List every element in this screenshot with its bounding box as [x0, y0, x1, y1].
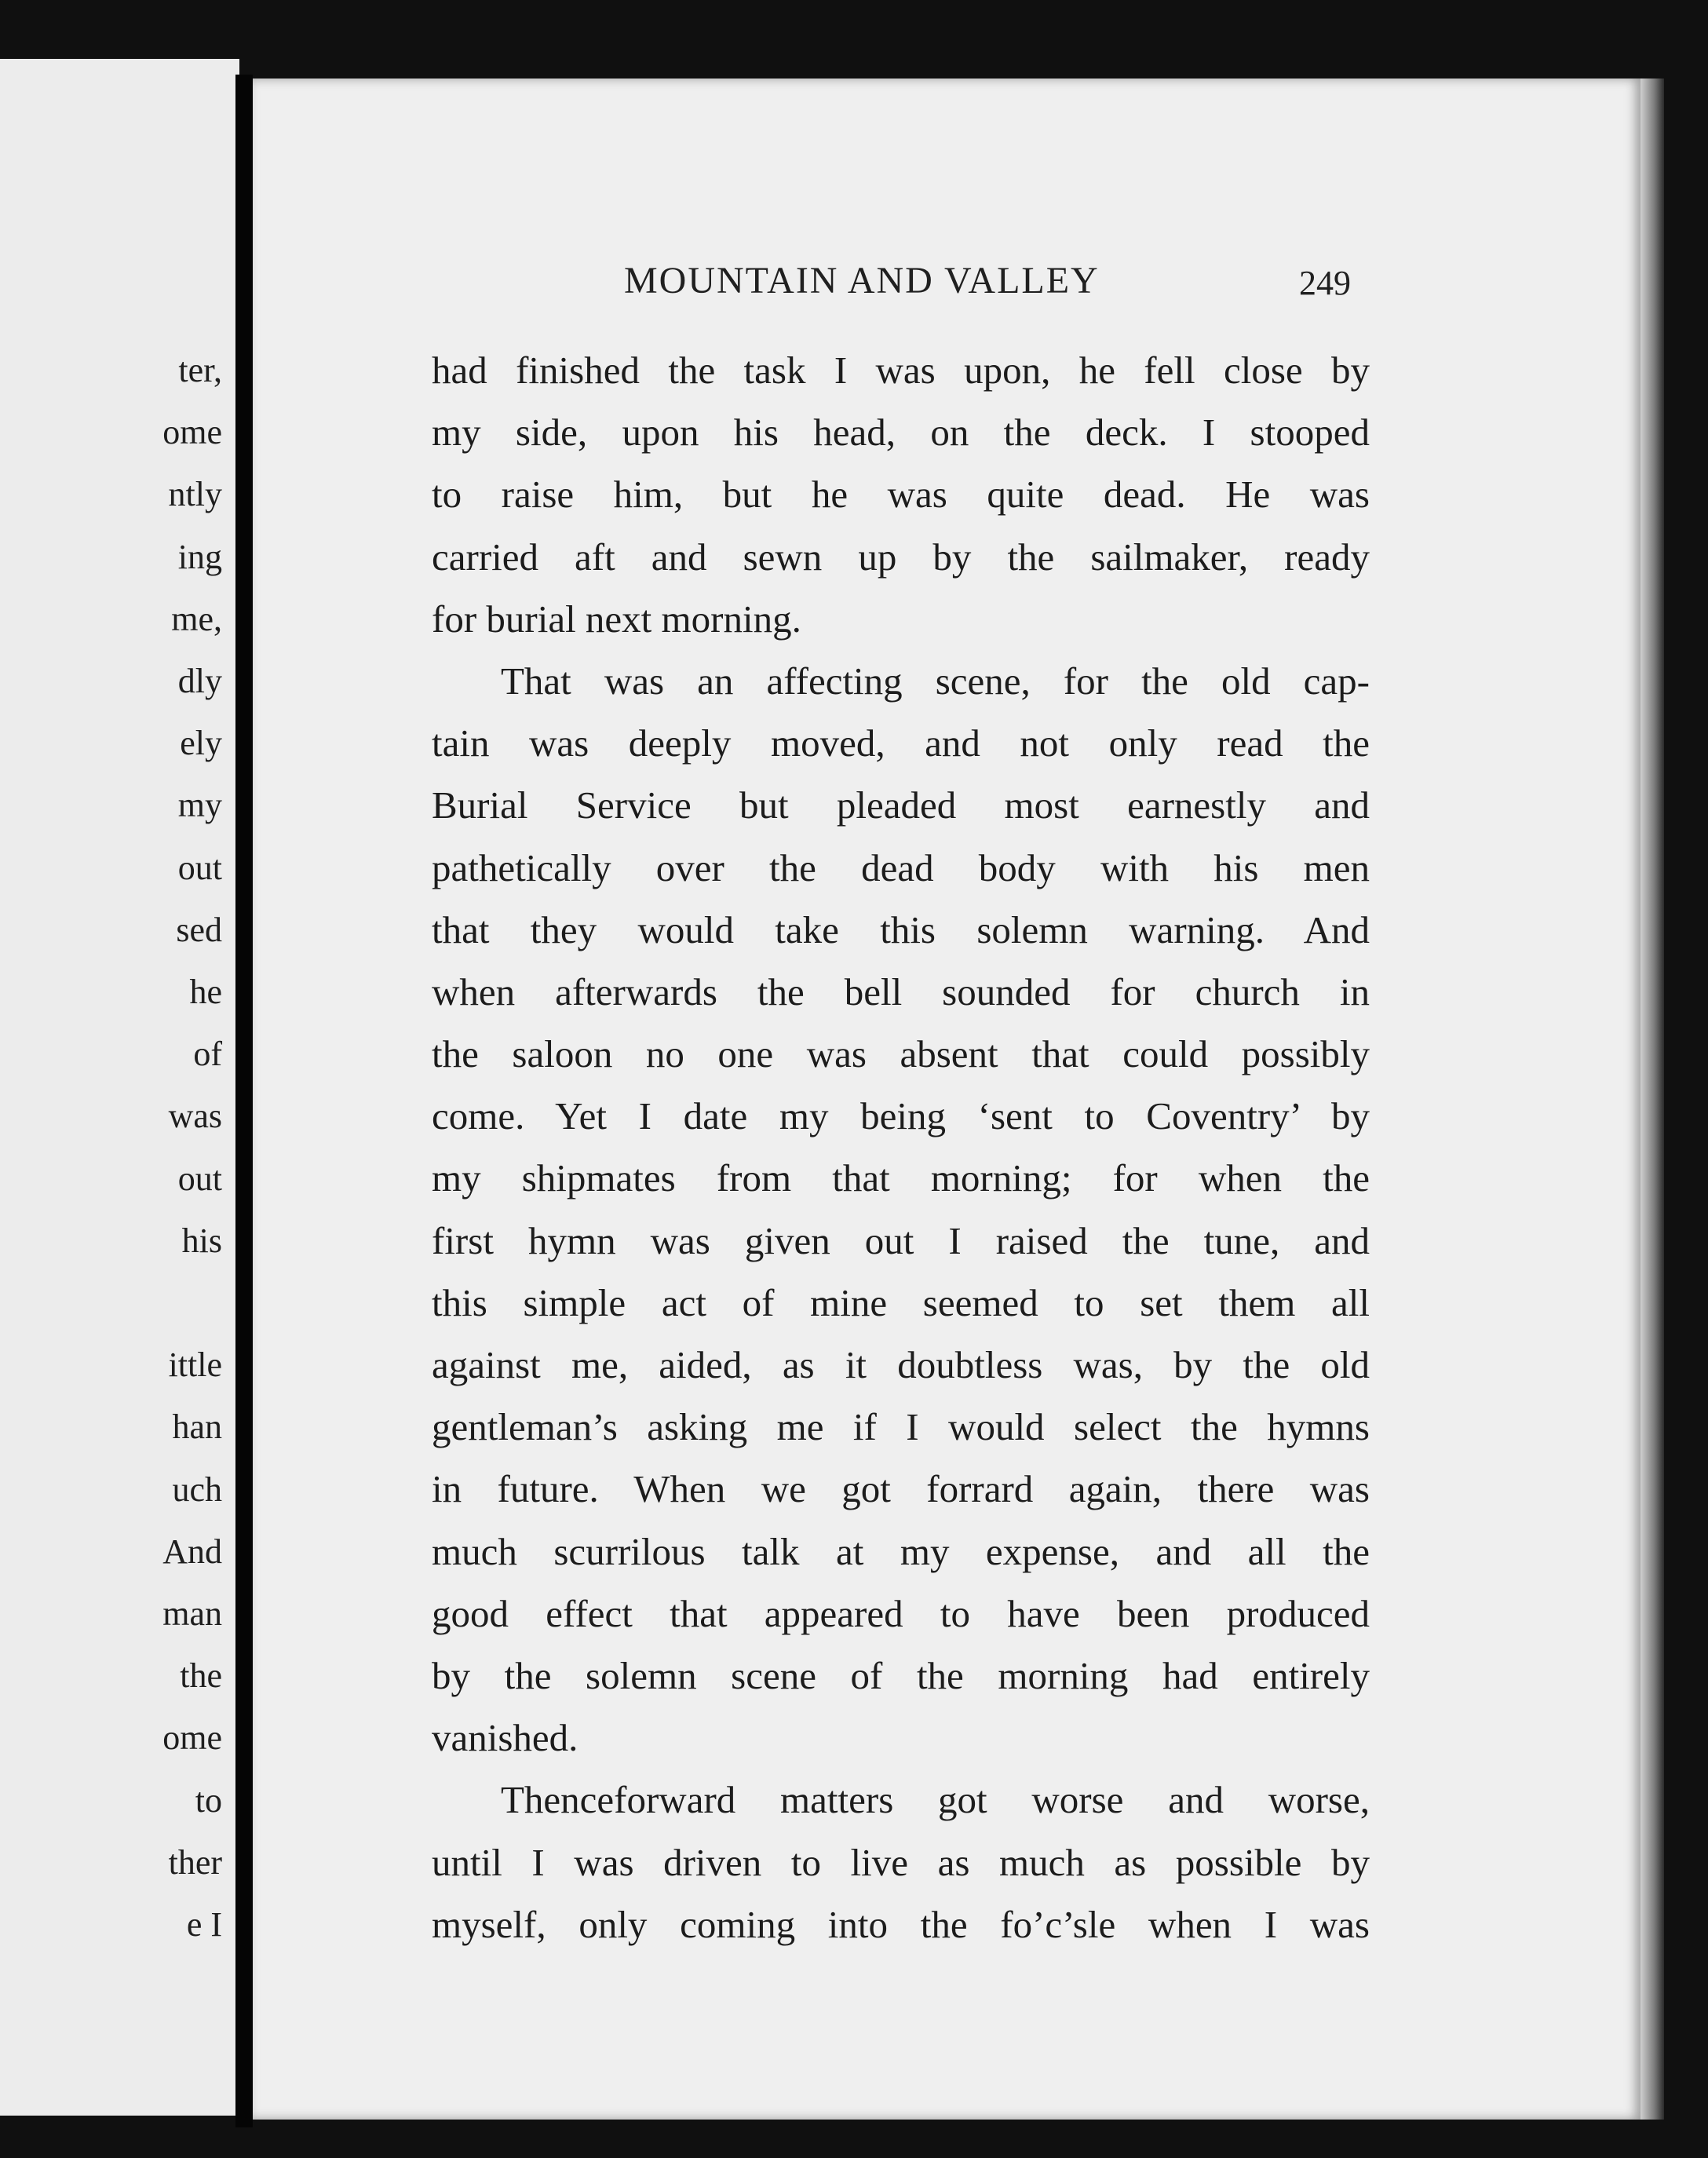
- left-page-line-fragment: sed: [176, 910, 222, 949]
- text-line: carried aft and sewn up by the sailmaker, ready: [432, 535, 1370, 579]
- page-number: 249: [1299, 264, 1351, 302]
- text-line: this simple act of mine seemed to set them all: [432, 1280, 1370, 1324]
- text-line: against me, aided, as it doubtless was, by the old: [432, 1343, 1370, 1386]
- text-line: the saloon no one was absent that could possibly: [432, 1032, 1370, 1076]
- left-page: [0, 59, 239, 2116]
- left-page-line-fragment: my: [177, 786, 222, 825]
- page-edge: [1640, 79, 1664, 2120]
- text-line: had finished the task I was upon, he fell close by: [432, 349, 1370, 392]
- left-page-line-fragment: ter,: [178, 351, 222, 389]
- text-line: gentleman’s asking me if I would select the hymns: [432, 1405, 1370, 1449]
- text-line: that they would take this solemn warning. And: [432, 907, 1370, 951]
- left-page-line-fragment: me,: [171, 599, 222, 638]
- text-line: tain was deeply moved, and not only read the: [432, 721, 1370, 765]
- text-line: for burial next morning.: [432, 597, 801, 641]
- left-page-line-fragment: ely: [180, 724, 222, 763]
- book-gutter: [235, 75, 253, 2127]
- left-page-line-fragment: ittle: [168, 1346, 222, 1385]
- text-line: until I was driven to live as much as possible by: [432, 1840, 1370, 1884]
- text-line: Burial Service but pleaded most earnestly and: [432, 783, 1370, 827]
- text-line: myself, only coming into the fo’c’sle when I was: [432, 1902, 1370, 1946]
- text-line: pathetically over the dead body with his men: [432, 845, 1370, 889]
- text-line: when afterwards the bell sounded for church in: [432, 969, 1370, 1013]
- left-page-line-fragment: ther: [168, 1842, 222, 1882]
- text-line: vanished.: [432, 1716, 578, 1760]
- left-page-line-fragment: was: [168, 1097, 222, 1136]
- left-page-line-fragment: ntly: [168, 475, 222, 514]
- left-page-line-fragment: han: [172, 1408, 222, 1447]
- body-text: [432, 339, 1370, 1955]
- text-line: to raise him, but he was quite dead. He was: [432, 473, 1370, 517]
- text-line: much scurrilous talk at my expense, and all the: [432, 1529, 1370, 1573]
- left-page-line-fragment: e I: [186, 1905, 222, 1944]
- left-page-line-fragment: And: [162, 1532, 222, 1571]
- text-line: by the solemn scene of the morning had entirely: [432, 1653, 1370, 1697]
- text-line: come. Yet I date my being ‘sent to Coventry’ by: [432, 1094, 1370, 1138]
- left-page-line-fragment: to: [195, 1780, 222, 1820]
- left-page-line-fragment: his: [181, 1221, 222, 1260]
- left-page-line-fragment: ome: [162, 1718, 222, 1758]
- left-page-line-fragment: out: [177, 1159, 222, 1198]
- left-page-line-fragment: uch: [172, 1470, 222, 1509]
- left-page-line-fragment: of: [193, 1035, 222, 1074]
- text-line: my side, upon his head, on the deck. I stooped: [432, 411, 1370, 455]
- left-page-line-fragment: out: [177, 848, 222, 887]
- left-page-line-fragment: ome: [162, 413, 222, 452]
- text-line: good effect that appeared to have been produced: [432, 1591, 1370, 1635]
- left-page-line-fragment: the: [180, 1656, 222, 1696]
- text-line: first hymn was given out I raised the tune, and: [432, 1218, 1370, 1262]
- running-header: MOUNTAIN AND VALLEY: [624, 260, 1100, 301]
- text-line: in future. When we got forrard again, there was: [432, 1467, 1370, 1511]
- left-page-line-fragment: he: [189, 973, 222, 1011]
- text-line: my shipmates from that morning; for when the: [432, 1156, 1370, 1200]
- text-line: That was an affecting scene, for the old cap-: [501, 659, 1370, 703]
- left-page-line-fragment: dly: [177, 662, 222, 700]
- text-line: Thenceforward matters got worse and worse,: [501, 1778, 1370, 1822]
- left-page-line-fragment: man: [162, 1594, 222, 1633]
- left-page-line-fragment: ing: [177, 537, 222, 576]
